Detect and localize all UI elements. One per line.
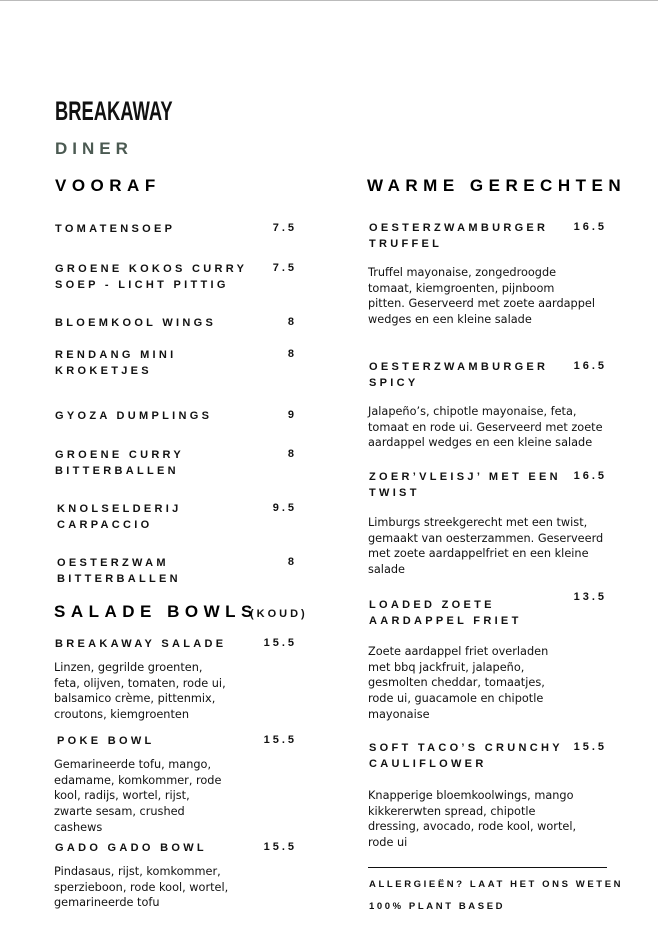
section-heading-salade: SALADE BOWLS (54, 602, 258, 621)
menu-item-description: tomaat, kiemgroenten, pijnboom (368, 281, 555, 295)
menu-item-name: TRUFFEL (369, 237, 443, 250)
menu-item-name: POKE BOWL (57, 735, 155, 747)
menu-item-name: OESTERZWAMBURGER (369, 361, 549, 373)
menu-item-description: mayonaise (368, 707, 430, 721)
menu-item-description: edamame, komkommer, rode (54, 773, 222, 787)
menu-item-price: 7.5 (272, 222, 297, 234)
menu-item-name: ZOER’VLEISJ’ MET EEN (369, 471, 561, 483)
menu-item-price: 7.5 (272, 262, 297, 274)
menu-item-name: TWIST (369, 486, 420, 499)
menu-item-description: kool, radijs, wortel, rijst, (54, 789, 190, 803)
menu-item-name: BLOEMKOOL WINGS (55, 317, 217, 329)
menu-item-price: 8 (287, 348, 297, 360)
menu-item-description: sperzieboon, rode kool, wortel, (54, 880, 229, 894)
menu-item-description: rode ui, guacamole en chipotle (368, 692, 544, 706)
menu-item-price: 15.5 (263, 841, 297, 853)
menu-item-name: TOMATENSOEP (55, 223, 176, 235)
menu-item-description: rode ui (368, 836, 408, 850)
menu-item-description: Gemarineerde tofu, mango, (54, 758, 212, 771)
menu-item-name: RENDANG MINI (55, 349, 177, 361)
footer-divider (368, 867, 607, 868)
section-heading-warme: WARME GERECHTEN (367, 176, 627, 195)
menu-item-price: 15.5 (573, 741, 607, 753)
brand-logo: BREAKAWAY (55, 96, 173, 126)
menu-item-description: wedges en een kleine salade (368, 313, 532, 327)
menu-item-name: SOEP - LICHT PITTIG (55, 278, 229, 291)
menu-item-price: 9.5 (272, 502, 297, 514)
menu-item-description: aardappel wedges en een kleine salade (368, 436, 593, 450)
menu-item-name: SOFT TACO’S CRUNCHY (369, 742, 563, 754)
allergy-note: ALLERGIEËN? LAAT HET ONS WETEN (369, 879, 624, 890)
menu-title: DINER (55, 139, 133, 158)
menu-item-name: KNOLSELDERIJ (57, 503, 182, 515)
menu-item-description: Pindasaus, rijst, komkommer, (54, 865, 221, 878)
section-heading-vooraf: VOORAF (55, 176, 161, 195)
menu-item-description: gesmolten cheddar, tomaatjes, (368, 676, 545, 690)
menu-item-price: 8 (287, 448, 297, 460)
menu-item-price: 15.5 (263, 734, 297, 746)
menu-item-description: cashews (54, 820, 103, 834)
menu-item-name: SPICY (369, 376, 419, 389)
menu-item-description: Limburgs streekgerecht met een twist, (368, 516, 588, 529)
menu-item-description: Zoete aardappel friet overladen (368, 645, 549, 658)
menu-item-description: Linzen, gegrilde groenten, (54, 661, 203, 674)
plant-based-note: 100% PLANT BASED (369, 901, 506, 912)
menu-item-description: pitten. Geserveerd met zoete aardappel (368, 297, 595, 311)
menu-item-description: gemarineerde tofu (54, 896, 160, 910)
menu-item-description: croutons, kiemgroenten (54, 708, 190, 722)
menu-item-description: zwarte sesam, crushed (54, 805, 185, 819)
top-divider (0, 0, 658, 1)
menu-item-price: 13.5 (573, 591, 607, 603)
menu-item-description: feta, olijven, tomaten, rode ui, (54, 676, 226, 690)
menu-item-name: GYOZA DUMPLINGS (55, 410, 213, 422)
menu-item-price: 16.5 (573, 470, 607, 482)
menu-item-description: met bbq jackfruit, jalapeño, (368, 660, 525, 674)
menu-item-name: LOADED ZOETE (369, 599, 495, 611)
menu-item-name: CAULIFLOWER (369, 757, 487, 770)
menu-item-name: BREAKAWAY SALADE (55, 638, 227, 650)
menu-item-description: Jalapeño’s, chipotle mayonaise, feta, (368, 405, 577, 418)
menu-item-name: OESTERZWAM (57, 557, 169, 569)
menu-item-name: GROENE KOKOS CURRY (55, 263, 248, 275)
menu-item-description: gemaakt van oesterzammen. Geserveerd (368, 531, 604, 545)
menu-item-name: GROENE CURRY (55, 449, 185, 461)
menu-item-description: met zoete aardappelfriet en een kleine (368, 547, 589, 561)
menu-item-price: 8 (287, 316, 297, 328)
menu-item-price: 15.5 (263, 637, 297, 649)
menu-item-price: 8 (287, 556, 297, 568)
menu-item-price: 9 (287, 409, 297, 421)
menu-item-price: 16.5 (573, 221, 607, 233)
menu-item-description: Knapperige bloemkoolwings, mango (368, 789, 574, 802)
menu-item-description: dressing, avocado, rode kool, wortel, (368, 820, 577, 834)
menu-item-description: salade (368, 563, 405, 577)
menu-item-price: 16.5 (573, 360, 607, 372)
menu-item-description: Truffel mayonaise, zongedroogde (368, 266, 557, 279)
menu-item-name: KROKETJES (55, 364, 152, 377)
section-note-koud: (KOUD) (250, 608, 308, 620)
menu-item-name: BITTERBALLEN (57, 572, 181, 585)
menu-item-name: AARDAPPEL FRIET (369, 614, 522, 627)
menu-item-name: CARPACCIO (57, 518, 153, 531)
menu-item-description: tomaat en rode ui. Geserveerd met zoete (368, 420, 603, 434)
menu-item-name: BITTERBALLEN (55, 464, 179, 477)
menu-item-name: GADO GADO BOWL (55, 842, 207, 854)
menu-item-description: balsamico crème, pittenmix, (54, 692, 216, 706)
menu-item-description: kikkererwten spread, chipotle (368, 804, 536, 818)
menu-item-name: OESTERZWAMBURGER (369, 222, 549, 234)
